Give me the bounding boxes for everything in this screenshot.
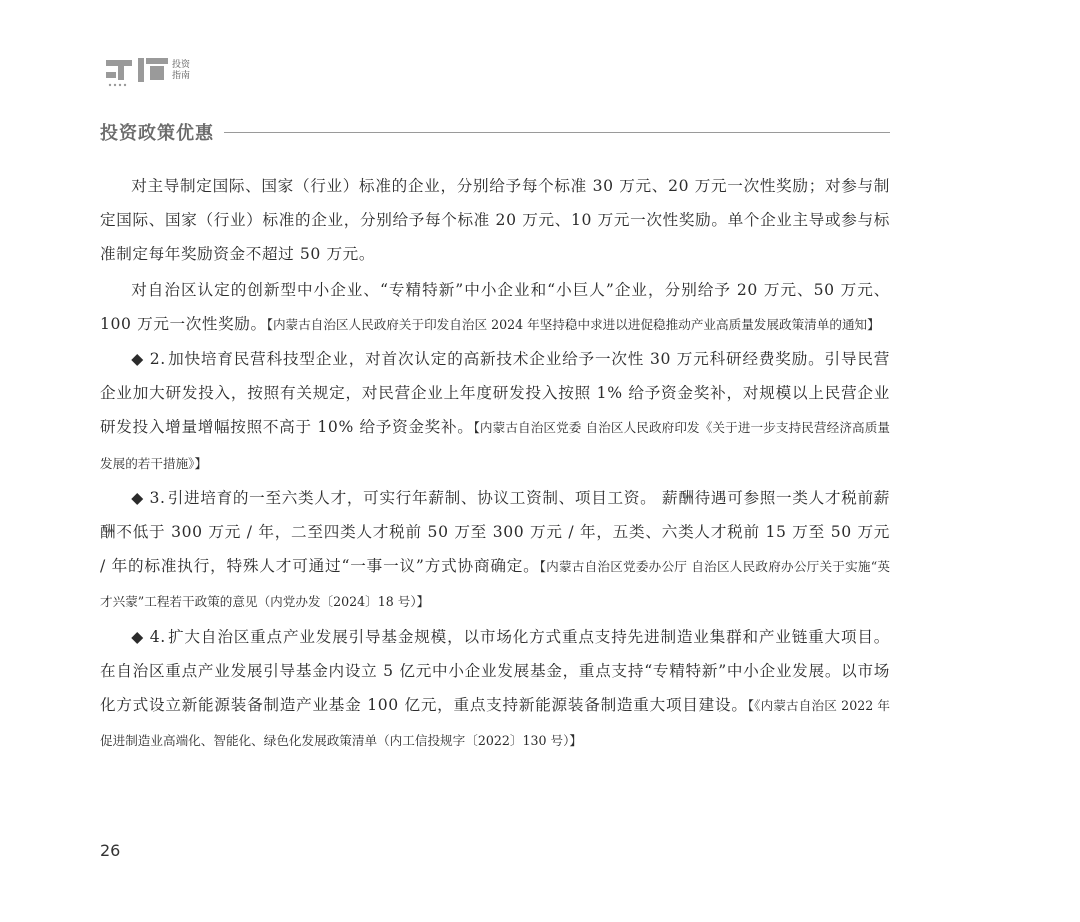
- paragraph-text: 引进培育的一至六类人才，可实行年薪制、协议工资制、项目工资。 薪酬待遇可参照一类人才税前薪酬不低于 300 万元 / 年，二至四类人才税前 50 万至 300 万元 / 年，五类、六类人才税前 15 万至 50 万元 / 年的标准执行，特殊人才可通过“一事一议”方式协商确定。: [100, 488, 890, 576]
- paragraph-citation: 【内蒙古自治区党委办公厅 自治区人民政府办公厅关于实施“英才兴蒙”工程若干政策的意见（内党办发〔2024〕18 号）】: [100, 559, 890, 610]
- paragraph-text: 加快培育民营科技型企业，对首次认定的高新技术企业给予一次性 30 万元科研经费奖励。引导民营企业加大研发投入，按照有关规定，对民营企业上年度研发投入按照 1% 给予资金奖补，对规模以上民营企业研发投入增量增幅按照不高于 10% 给予资金奖补。: [100, 350, 891, 437]
- paragraph-standards: [100, 169, 890, 273]
- paragraph-item-2: [100, 342, 890, 481]
- logo-text-line1: 投资: [172, 60, 191, 70]
- section-divider: [224, 132, 890, 133]
- paragraph-bullet: ◆ 3.: [131, 488, 166, 507]
- paragraph-citation: 【内蒙古自治区党委 自治区人民政府印发《关于进一步支持民营经济高质量发展的若干措施》】: [100, 420, 890, 471]
- paragraph-item-4: [100, 620, 890, 759]
- logo-text: [172, 60, 196, 82]
- paragraph-text: 对自治区认定的创新型中小企业、“专精特新”中小企业和“小巨人”企业，分别给予 20 万元、50 万元、100 万元一次性奖励。: [100, 280, 890, 333]
- paragraph-bullet: ◆ 4.: [131, 627, 166, 646]
- paragraph-citation: 【内蒙古自治区人民政府关于印发自治区 2024 年坚持稳中求进以进促稳推动产业高质量发展政策清单的通知】: [266, 316, 880, 332]
- policy-content: [100, 169, 890, 758]
- paragraph-item-3: [100, 481, 890, 620]
- logo-text-line2: 指南: [172, 71, 191, 81]
- paragraph-sme-awards: [100, 273, 890, 342]
- paragraph-text: 扩大自治区重点产业发展引导基金规模，以市场化方式重点支持先进制造业集群和产业链重大项目。在自治区重点产业发展引导基金内设立 5 亿元中小企业发展基金，重点支持“专精特新”中小企业发展。以市场化方式设立新能源装备制造产业基金 100 亿元，重点支持新能源装备制造重大项目建设。: [100, 627, 890, 715]
- logo-mark-icon: [104, 52, 170, 88]
- paragraph-text: 对主导制定国际、国家（行业）标准的企业，分别给予每个标准 30 万元、20 万元一次性奖励；对参与制定国际、国家（行业）标准的企业，分别给予每个标准 20 万元、10 万元一次性奖励。单个企业主导或参与标准制定每年奖励资金不超过 50 万元。: [100, 177, 890, 264]
- paragraph-bullet: ◆ 2.: [131, 350, 166, 369]
- section-title: 投资政策优惠: [100, 123, 214, 144]
- section-header: [100, 117, 890, 147]
- paragraph-citation: 【《内蒙古自治区 2022 年促进制造业高端化、智能化、绿色化发展政策清单（内工信投规字〔2022〕130 号）】: [100, 698, 890, 749]
- page-number: 26: [100, 841, 121, 860]
